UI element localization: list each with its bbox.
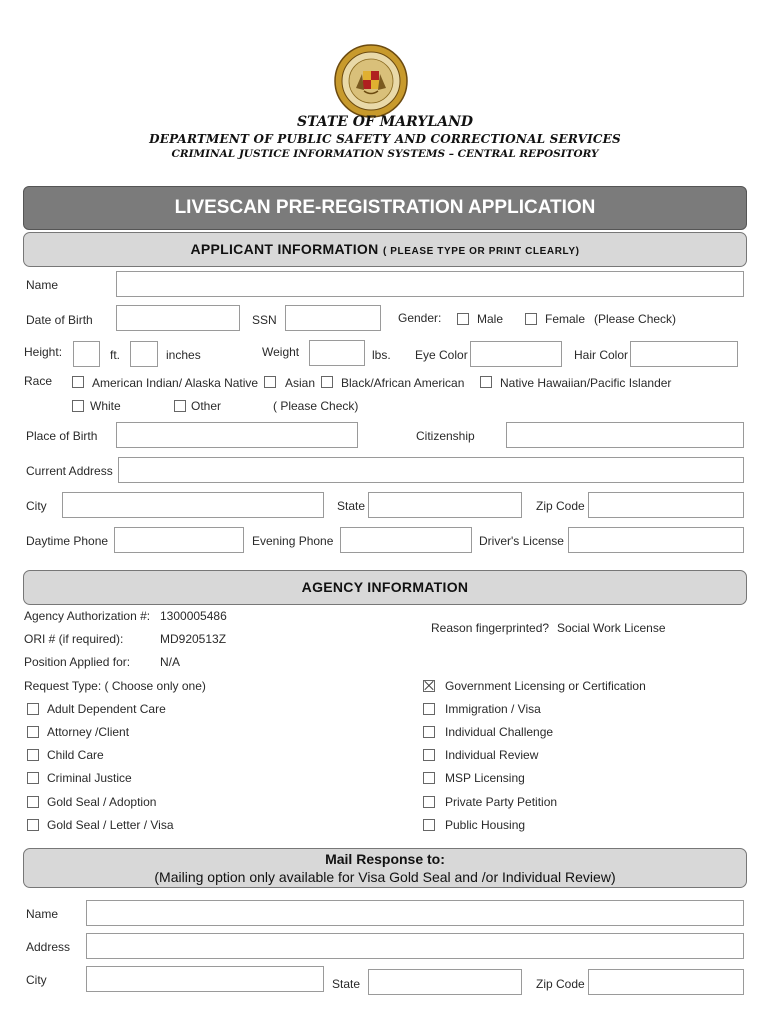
request-option-criminal-justice: Criminal Justice <box>47 771 132 785</box>
agency-section-header: AGENCY INFORMATION <box>23 570 747 605</box>
ori-label: ORI # (if required): <box>24 632 124 646</box>
race-checkbox-american-indian[interactable] <box>72 376 84 388</box>
request-type-label: Request Type: ( Choose only one) <box>24 679 206 693</box>
dob-field[interactable] <box>116 305 240 331</box>
place-of-birth-label: Place of Birth <box>26 429 98 443</box>
gender-label: Gender: <box>398 311 442 325</box>
applicant-section-title: APPLICANT INFORMATION <box>190 241 379 257</box>
request-checkbox-msp-licensing[interactable] <box>423 772 435 784</box>
mail-city-label: City <box>26 973 47 987</box>
request-option-gold-seal-adoption: Gold Seal / Adoption <box>47 795 157 809</box>
race-note: ( Please Check) <box>273 399 359 413</box>
citizenship-label: Citizenship <box>416 429 475 443</box>
request-checkbox-immigration-visa[interactable] <box>423 703 435 715</box>
race-option-white: White <box>90 399 121 413</box>
reason-label: Reason fingerprinted? <box>431 621 550 635</box>
daytime-phone-label: Daytime Phone <box>26 534 109 548</box>
request-option-adult-dependent-care: Adult Dependent Care <box>47 702 166 716</box>
race-option-american-indian: American Indian/ Alaska Native <box>92 376 259 390</box>
mail-title: Mail Response to: <box>325 851 445 867</box>
agency-auth-label: Agency Authorization #: <box>24 609 151 623</box>
hair-color-field[interactable] <box>630 341 738 367</box>
height-inches-field[interactable] <box>130 341 158 367</box>
race-checkbox-native-hawaiian[interactable] <box>480 376 492 388</box>
race-checkbox-black[interactable] <box>321 376 333 388</box>
race-checkbox-asian[interactable] <box>264 376 276 388</box>
race-checkbox-other[interactable] <box>174 400 186 412</box>
ssn-label: SSN <box>252 313 277 327</box>
request-option-individual-challenge: Individual Challenge <box>445 725 554 739</box>
female-checkbox[interactable] <box>525 313 537 325</box>
header-state: STATE OF MARYLAND <box>296 114 474 130</box>
height-feet-field[interactable] <box>73 341 100 367</box>
name-field[interactable] <box>116 271 744 297</box>
female-label: Female <box>545 312 586 326</box>
request-option-child-care: Child Care <box>47 748 104 762</box>
state-label: State <box>337 499 366 513</box>
race-option-native-hawaiian: Native Hawaiian/Pacific Islander <box>500 376 672 390</box>
race-option-asian: Asian <box>285 376 316 390</box>
request-option-msp-licensing: MSP Licensing <box>445 771 525 785</box>
mail-state-field[interactable] <box>368 969 522 995</box>
reason-value: Social Work License <box>557 621 666 635</box>
mail-name-label: Name <box>26 907 59 921</box>
mail-state-label: State <box>332 977 361 991</box>
height-label: Height: <box>24 345 63 359</box>
request-checkbox-government-licensing[interactable] <box>423 680 435 692</box>
mail-address-label: Address <box>26 940 71 954</box>
race-label: Race <box>24 374 53 388</box>
evening-phone-label: Evening Phone <box>252 534 334 548</box>
position-label: Position Applied for: <box>24 655 131 669</box>
eye-color-field[interactable] <box>470 341 562 367</box>
current-address-field[interactable] <box>118 457 744 483</box>
current-address-label: Current Address <box>26 464 113 478</box>
request-option-attorney-client: Attorney /Client <box>47 725 130 739</box>
request-checkbox-child-care[interactable] <box>27 749 39 761</box>
zip-code-label: Zip Code <box>536 499 585 513</box>
request-checkbox-gold-seal-adoption[interactable] <box>27 796 39 808</box>
request-checkbox-attorney-client[interactable] <box>27 726 39 738</box>
zip-code-field[interactable] <box>588 492 744 518</box>
feet-label: ft. <box>110 348 121 362</box>
male-checkbox[interactable] <box>457 313 469 325</box>
mail-city-field[interactable] <box>86 966 324 992</box>
header-division: CRIMINAL JUSTICE INFORMATION SYSTEMS – CENTRAL REPOSITORY <box>171 148 599 160</box>
race-checkbox-white[interactable] <box>72 400 84 412</box>
state-field[interactable] <box>368 492 522 518</box>
request-checkbox-gold-seal-letter-visa[interactable] <box>27 819 39 831</box>
inches-label: inches <box>166 348 201 362</box>
daytime-phone-field[interactable] <box>114 527 244 553</box>
drivers-license-field[interactable] <box>568 527 744 553</box>
mail-zip-code-label: Zip Code <box>536 977 585 991</box>
gender-note: (Please Check) <box>594 312 677 326</box>
position-value: N/A <box>160 655 181 669</box>
citizenship-field[interactable] <box>506 422 744 448</box>
mail-address-field[interactable] <box>86 933 744 959</box>
mail-section-header <box>23 848 747 888</box>
request-option-public-housing: Public Housing <box>445 818 526 832</box>
race-option-other: Other <box>191 399 222 413</box>
city-field[interactable] <box>62 492 324 518</box>
request-checkbox-individual-review[interactable] <box>423 749 435 761</box>
lbs-label: lbs. <box>372 348 391 362</box>
mail-name-field[interactable] <box>86 900 744 926</box>
form-title: LIVESCAN PRE-REGISTRATION APPLICATION <box>23 186 747 230</box>
header-department: DEPARTMENT OF PUBLIC SAFETY AND CORRECTIONAL SERVICES <box>149 132 621 146</box>
request-checkbox-adult-dependent-care[interactable] <box>27 703 39 715</box>
eye-color-label: Eye Color <box>415 348 468 362</box>
request-option-private-party-petition: Private Party Petition <box>445 795 558 809</box>
evening-phone-field[interactable] <box>340 527 472 553</box>
request-checkbox-criminal-justice[interactable] <box>27 772 39 784</box>
male-label: Male <box>477 312 504 326</box>
applicant-section-note: ( PLEASE TYPE OR PRINT CLEARLY) <box>382 246 580 257</box>
city-label: City <box>26 499 47 513</box>
request-checkbox-individual-challenge[interactable] <box>423 726 435 738</box>
request-option-individual-review: Individual Review <box>445 748 539 762</box>
agency-auth-value: 1300005486 <box>160 609 227 623</box>
race-option-black: Black/African American <box>341 376 465 390</box>
request-option-government-licensing: Government Licensing or Certification <box>445 679 646 693</box>
request-option-immigration-visa: Immigration / Visa <box>445 702 541 716</box>
weight-label: Weight <box>262 345 300 359</box>
mail-subtitle: (Mailing option only available for Visa Gold Seal and /or Individual Review) <box>154 869 616 885</box>
name-label: Name <box>26 278 59 292</box>
request-checkbox-private-party-petition[interactable] <box>423 796 435 808</box>
dob-label: Date of Birth <box>26 313 93 327</box>
request-checkbox-public-housing[interactable] <box>423 819 435 831</box>
applicant-section-header <box>23 232 747 267</box>
maryland-seal-logo <box>334 44 408 118</box>
drivers-license-label: Driver's License <box>479 534 564 548</box>
request-option-gold-seal-letter-visa: Gold Seal / Letter / Visa <box>47 818 174 832</box>
place-of-birth-field[interactable] <box>116 422 358 448</box>
mail-zip-code-field[interactable] <box>588 969 744 995</box>
weight-field[interactable] <box>309 340 365 366</box>
ori-value: MD920513Z <box>160 632 227 646</box>
ssn-field[interactable] <box>285 305 381 331</box>
hair-color-label: Hair Color <box>574 348 629 362</box>
